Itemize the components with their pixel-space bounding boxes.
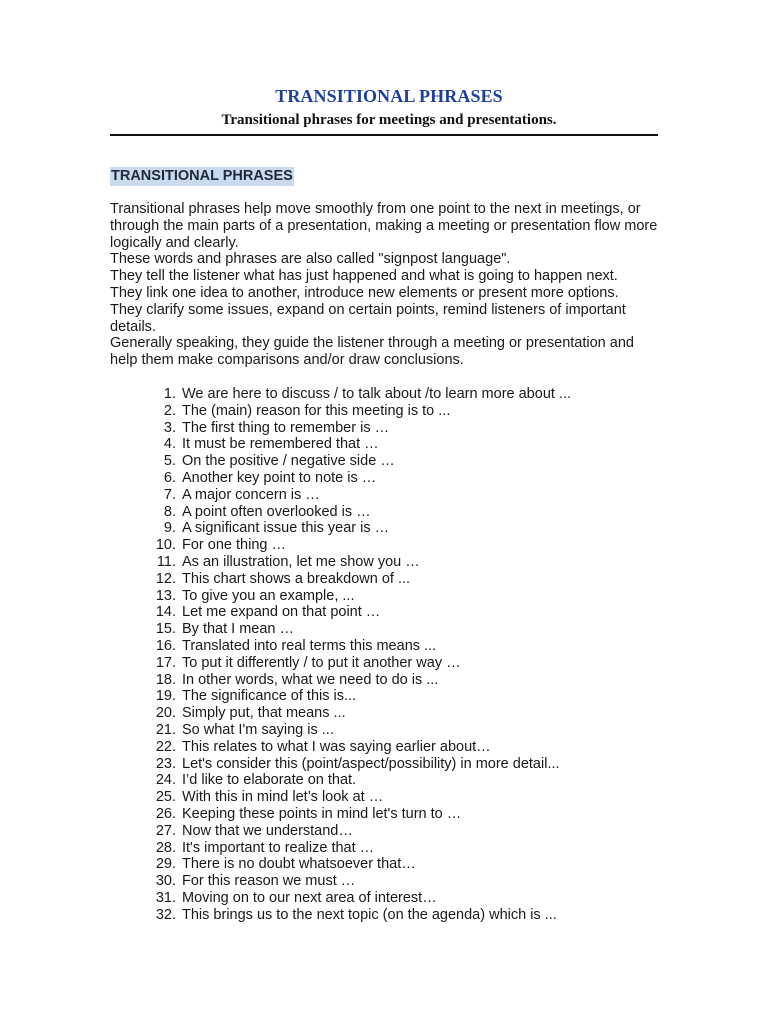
list-item-number: 26. <box>155 805 176 822</box>
list-item-text: For this reason we must … <box>182 873 356 890</box>
list-item-number: 24. <box>155 772 176 789</box>
list-item-text: Now that we understand… <box>182 822 353 839</box>
list-item-number: 1. <box>163 386 176 402</box>
list-item <box>146 604 646 621</box>
list-item-text: I’d like to elaborate on that. <box>182 772 357 789</box>
list-item <box>146 504 646 521</box>
list-item-text: Another key point to note is … <box>182 469 377 486</box>
list-item-text: Let me expand on that point … <box>182 604 381 621</box>
list-item <box>146 403 646 420</box>
list-item-number: 17. <box>155 654 176 671</box>
list-item-text: Translated into real terms this means ... <box>182 637 437 654</box>
list-item-number: 22. <box>155 738 176 755</box>
title-divider <box>110 134 658 136</box>
list-item <box>146 588 646 605</box>
list-item-number: 29. <box>155 856 176 873</box>
list-item <box>146 739 646 756</box>
list-item <box>146 554 646 571</box>
list-item-number: 13. <box>155 587 176 604</box>
list-item-text: There is no doubt whatsoever that… <box>182 856 416 873</box>
list-item <box>146 487 646 504</box>
list-item-number: 7. <box>163 486 176 503</box>
list-item-text: With this in mind let’s look at … <box>182 789 384 806</box>
list-item-number: 9. <box>163 520 176 537</box>
list-item <box>146 420 646 437</box>
list-item <box>146 705 646 722</box>
list-item-text: The significance of this is... <box>182 688 357 705</box>
intro-line: They clarify some issues, expand on certain points, remind listeners of important details. <box>110 301 626 335</box>
list-item <box>146 806 646 823</box>
list-item-text: A major concern is … <box>182 486 320 503</box>
list-item-text: On the positive / negative side … <box>182 453 395 470</box>
intro-line: They link one idea to another, introduce new elements or present more options. <box>110 284 619 301</box>
list-item-text: A point often overlooked is … <box>182 503 371 520</box>
list-item-text: The (main) reason for this meeting is to ... <box>182 402 451 419</box>
list-item-number: 6. <box>163 469 176 486</box>
list-item-text: Moving on to our next area of interest… <box>182 889 437 906</box>
list-item <box>146 789 646 806</box>
list-item <box>146 537 646 554</box>
list-item <box>146 470 646 487</box>
list-item-number: 3. <box>163 419 176 436</box>
intro-line: They tell the listener what has just happened and what is going to happen next. <box>110 268 618 285</box>
document-title: TRANSITIONAL PHRASES <box>275 86 503 106</box>
intro-text <box>110 201 658 369</box>
list-item-number: 5. <box>163 453 176 470</box>
list-item-number: 12. <box>155 570 176 587</box>
list-item-text: Simply put, that means ... <box>182 705 346 722</box>
list-item-number: 31. <box>155 889 176 906</box>
list-item-number: 2. <box>163 402 176 419</box>
list-item-number: 27. <box>155 822 176 839</box>
list-item-number: 11. <box>156 553 176 570</box>
list-item <box>146 840 646 857</box>
list-item-text: This brings us to the next topic (on the agenda) which is ... <box>182 906 557 923</box>
list-item-number: 10. <box>155 537 176 554</box>
list-item-text: Keeping these points in mind let's turn to … <box>182 805 462 822</box>
list-item <box>146 873 646 890</box>
list-item <box>146 890 646 907</box>
list-item <box>146 571 646 588</box>
list-item-number: 21. <box>155 721 176 738</box>
list-item-text: To put it differently / to put it another way … <box>182 654 461 671</box>
list-item <box>146 436 646 453</box>
list-item-number: 18. <box>155 671 176 688</box>
list-item-text: This chart shows a breakdown of ... <box>182 570 411 587</box>
list-item-text: To give you an example, ... <box>182 587 355 604</box>
phrase-list <box>146 386 646 924</box>
list-item <box>146 688 646 705</box>
list-item <box>146 672 646 689</box>
list-item-text: It must be remembered that … <box>182 436 379 453</box>
list-item-number: 30. <box>155 873 176 890</box>
document-subtitle: Transitional phrases for meetings and presentations. <box>221 112 557 128</box>
list-item-text: In other words, what we need to do is ... <box>182 671 439 688</box>
intro-line: Generally speaking, they guide the listener through a meeting or presentation and help them make comparisons and/or draw conclusions. <box>110 335 634 369</box>
list-item-number: 16. <box>155 637 176 654</box>
list-item-text: This relates to what I was saying earlier about… <box>182 738 491 755</box>
list-item <box>146 655 646 672</box>
list-item-text: We are here to discuss / to talk about /to learn more about ... <box>182 386 572 402</box>
list-item <box>146 520 646 537</box>
list-item-text: As an illustration, let me show you … <box>182 553 420 570</box>
section-heading: TRANSITIONAL PHRASES <box>111 168 293 184</box>
list-item-number: 23. <box>155 755 176 772</box>
list-item-number: 20. <box>155 705 176 722</box>
list-item <box>146 453 646 470</box>
list-item <box>146 756 646 773</box>
list-item-text: So what I'm saying is ... <box>182 721 334 738</box>
list-item-text: By that I mean … <box>182 621 295 638</box>
intro-line: Transitional phrases help move smoothly from one point to the next in meetings, or through the main parts of a presentation, making a meeting or presentation flow more logically and clearly. <box>110 201 658 251</box>
list-item-number: 15. <box>155 621 176 638</box>
list-item-number: 8. <box>163 503 176 520</box>
list-item-text: A significant issue this year is … <box>182 520 390 537</box>
list-item-text: For one thing … <box>182 537 286 554</box>
list-item-text: The first thing to remember is … <box>182 419 390 436</box>
list-item <box>146 621 646 638</box>
list-item-text: Let's consider this (point/aspect/possibility) in more detail... <box>182 755 560 772</box>
list-item-number: 19. <box>155 688 176 705</box>
list-item <box>146 823 646 840</box>
intro-line: These words and phrases are also called "signpost language". <box>110 251 511 268</box>
list-item <box>146 722 646 739</box>
list-item <box>146 856 646 873</box>
list-item <box>146 386 646 403</box>
list-item-number: 25. <box>155 789 176 806</box>
list-item <box>146 907 646 924</box>
list-item <box>146 638 646 655</box>
list-item-number: 28. <box>155 839 176 856</box>
list-item-text: It's important to realize that … <box>182 839 375 856</box>
list-item-number: 14. <box>155 604 176 621</box>
list-item-number: 32. <box>155 906 176 923</box>
list-item <box>146 772 646 789</box>
list-item-number: 4. <box>163 436 176 453</box>
